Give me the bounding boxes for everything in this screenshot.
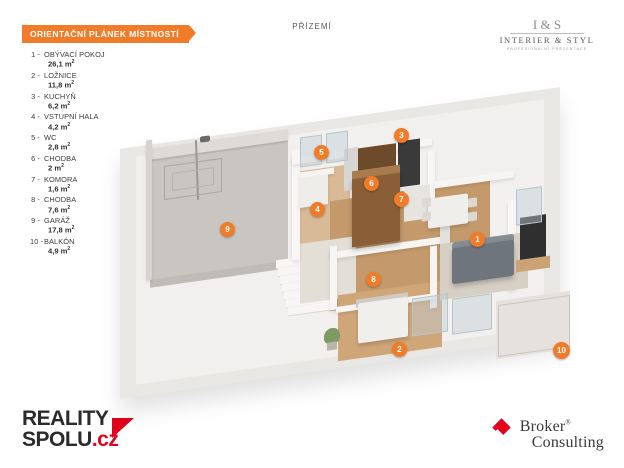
legend-number: 1 - (31, 50, 40, 59)
legend-room-name: CHODBA (44, 195, 77, 205)
window-glass (326, 130, 348, 163)
legend-title: ORIENTAČNÍ PLÁNEK MÍSTNOSTÍ (22, 25, 189, 43)
list-item (30, 92, 180, 111)
list-item (30, 71, 180, 90)
legend-room-name: WC (44, 133, 57, 143)
interier-name: INTERIER & STYL (499, 35, 595, 45)
plant-pot (327, 341, 337, 350)
legend-room-name: OBÝVACÍ POKOJ (44, 50, 105, 59)
room-marker-3[interactable]: 3 (394, 128, 409, 143)
list-item (30, 133, 180, 152)
legend-area: 26,1 $m^2$ (48, 59, 75, 69)
reality-logo-line1: REALITY (22, 407, 109, 431)
legend-room-name: LOŽNICE (44, 70, 77, 80)
legend-number: 3 - (31, 91, 40, 101)
room-marker-4[interactable]: 4 (310, 202, 325, 217)
broker-logo-line2: Consulting (531, 434, 604, 452)
legend-area: 6,2 $m^2$ (48, 100, 71, 111)
room-marker-2[interactable]: 2 (392, 342, 407, 357)
wall-partition (330, 246, 337, 311)
list-item (30, 112, 180, 131)
legend-room-name: KOMORA (44, 174, 78, 184)
kitchen-back-wall (398, 138, 420, 187)
room-marker-9[interactable]: 9 (220, 222, 235, 237)
room-marker-8[interactable]: 8 (366, 272, 381, 287)
legend-room-name: GARÁŽ (44, 216, 70, 226)
room-marker-5[interactable]: 5 (314, 145, 329, 160)
legend-number: 8 - (31, 195, 40, 205)
list-item (30, 50, 180, 69)
legend-area: 1,6 $m^2$ (48, 183, 71, 194)
broker-logo-line1: Broker® (519, 418, 571, 436)
broker-consulting-logo[interactable] (520, 419, 604, 452)
registered-mark: ® (565, 418, 571, 427)
wall-partition (292, 149, 300, 260)
interier-monogram: I & S (532, 17, 562, 32)
legend-room-name: VSTUPNÍ HALA (44, 112, 99, 122)
dining-chair (422, 211, 431, 221)
room-marker-7[interactable]: 7 (394, 192, 409, 207)
list-item (30, 216, 180, 235)
legend-room-name: BALKÓN (44, 236, 75, 246)
interier-tagline: PROFESIONÁLNÍ PREZENTACE (506, 46, 588, 51)
list-item (30, 195, 180, 214)
window-glass (516, 186, 542, 226)
balcony-door-glass (412, 293, 448, 336)
floor-label: PŘÍZEMÍ (292, 22, 332, 31)
legend-list (30, 50, 180, 258)
list-item (30, 154, 180, 173)
legend-room-name: KUCHYŇ (44, 91, 76, 101)
legend-area: 2,8 $m^2$ (48, 142, 71, 152)
balcony-door-glass (452, 293, 492, 335)
list-item (30, 237, 180, 256)
dining-chair (468, 197, 477, 207)
divider (510, 33, 584, 34)
dining-chair (422, 197, 431, 207)
reality-spolu-logo[interactable] (22, 409, 118, 450)
legend-number: 10 - (30, 236, 44, 246)
reality-logo-line2: SPOLU.cz (22, 428, 119, 451)
legend-number: 5 - (31, 133, 40, 143)
reality-logo-tld: .cz (91, 428, 119, 451)
interier-styl-logo (492, 18, 602, 51)
room-marker-1[interactable]: 1 (470, 232, 485, 247)
legend-number: 9 - (31, 216, 40, 226)
legend-room-name: CHODBA (44, 153, 77, 163)
legend-number: 4 - (31, 112, 40, 122)
legend-area: 17,8 $m^2$ (48, 225, 75, 235)
legend-area: 2 $m^2$ (48, 163, 64, 173)
room-marker-6[interactable]: 6 (364, 176, 379, 191)
legend-area: 4,9 $m^2$ (48, 246, 71, 256)
legend-number: 7 - (31, 174, 40, 184)
list-item (30, 175, 180, 194)
legend-number: 6 - (31, 153, 40, 163)
legend-area: 4,2 $m^2$ (48, 121, 71, 132)
room-marker-10[interactable]: 10 (553, 342, 570, 359)
dining-table (428, 193, 468, 229)
bed (358, 296, 408, 343)
legend-area: 11,8 $m^2$ (48, 80, 75, 90)
legend-area: 7,6 $m^2$ (48, 204, 71, 215)
dining-chair (468, 211, 477, 221)
legend-number: 2 - (31, 70, 40, 80)
